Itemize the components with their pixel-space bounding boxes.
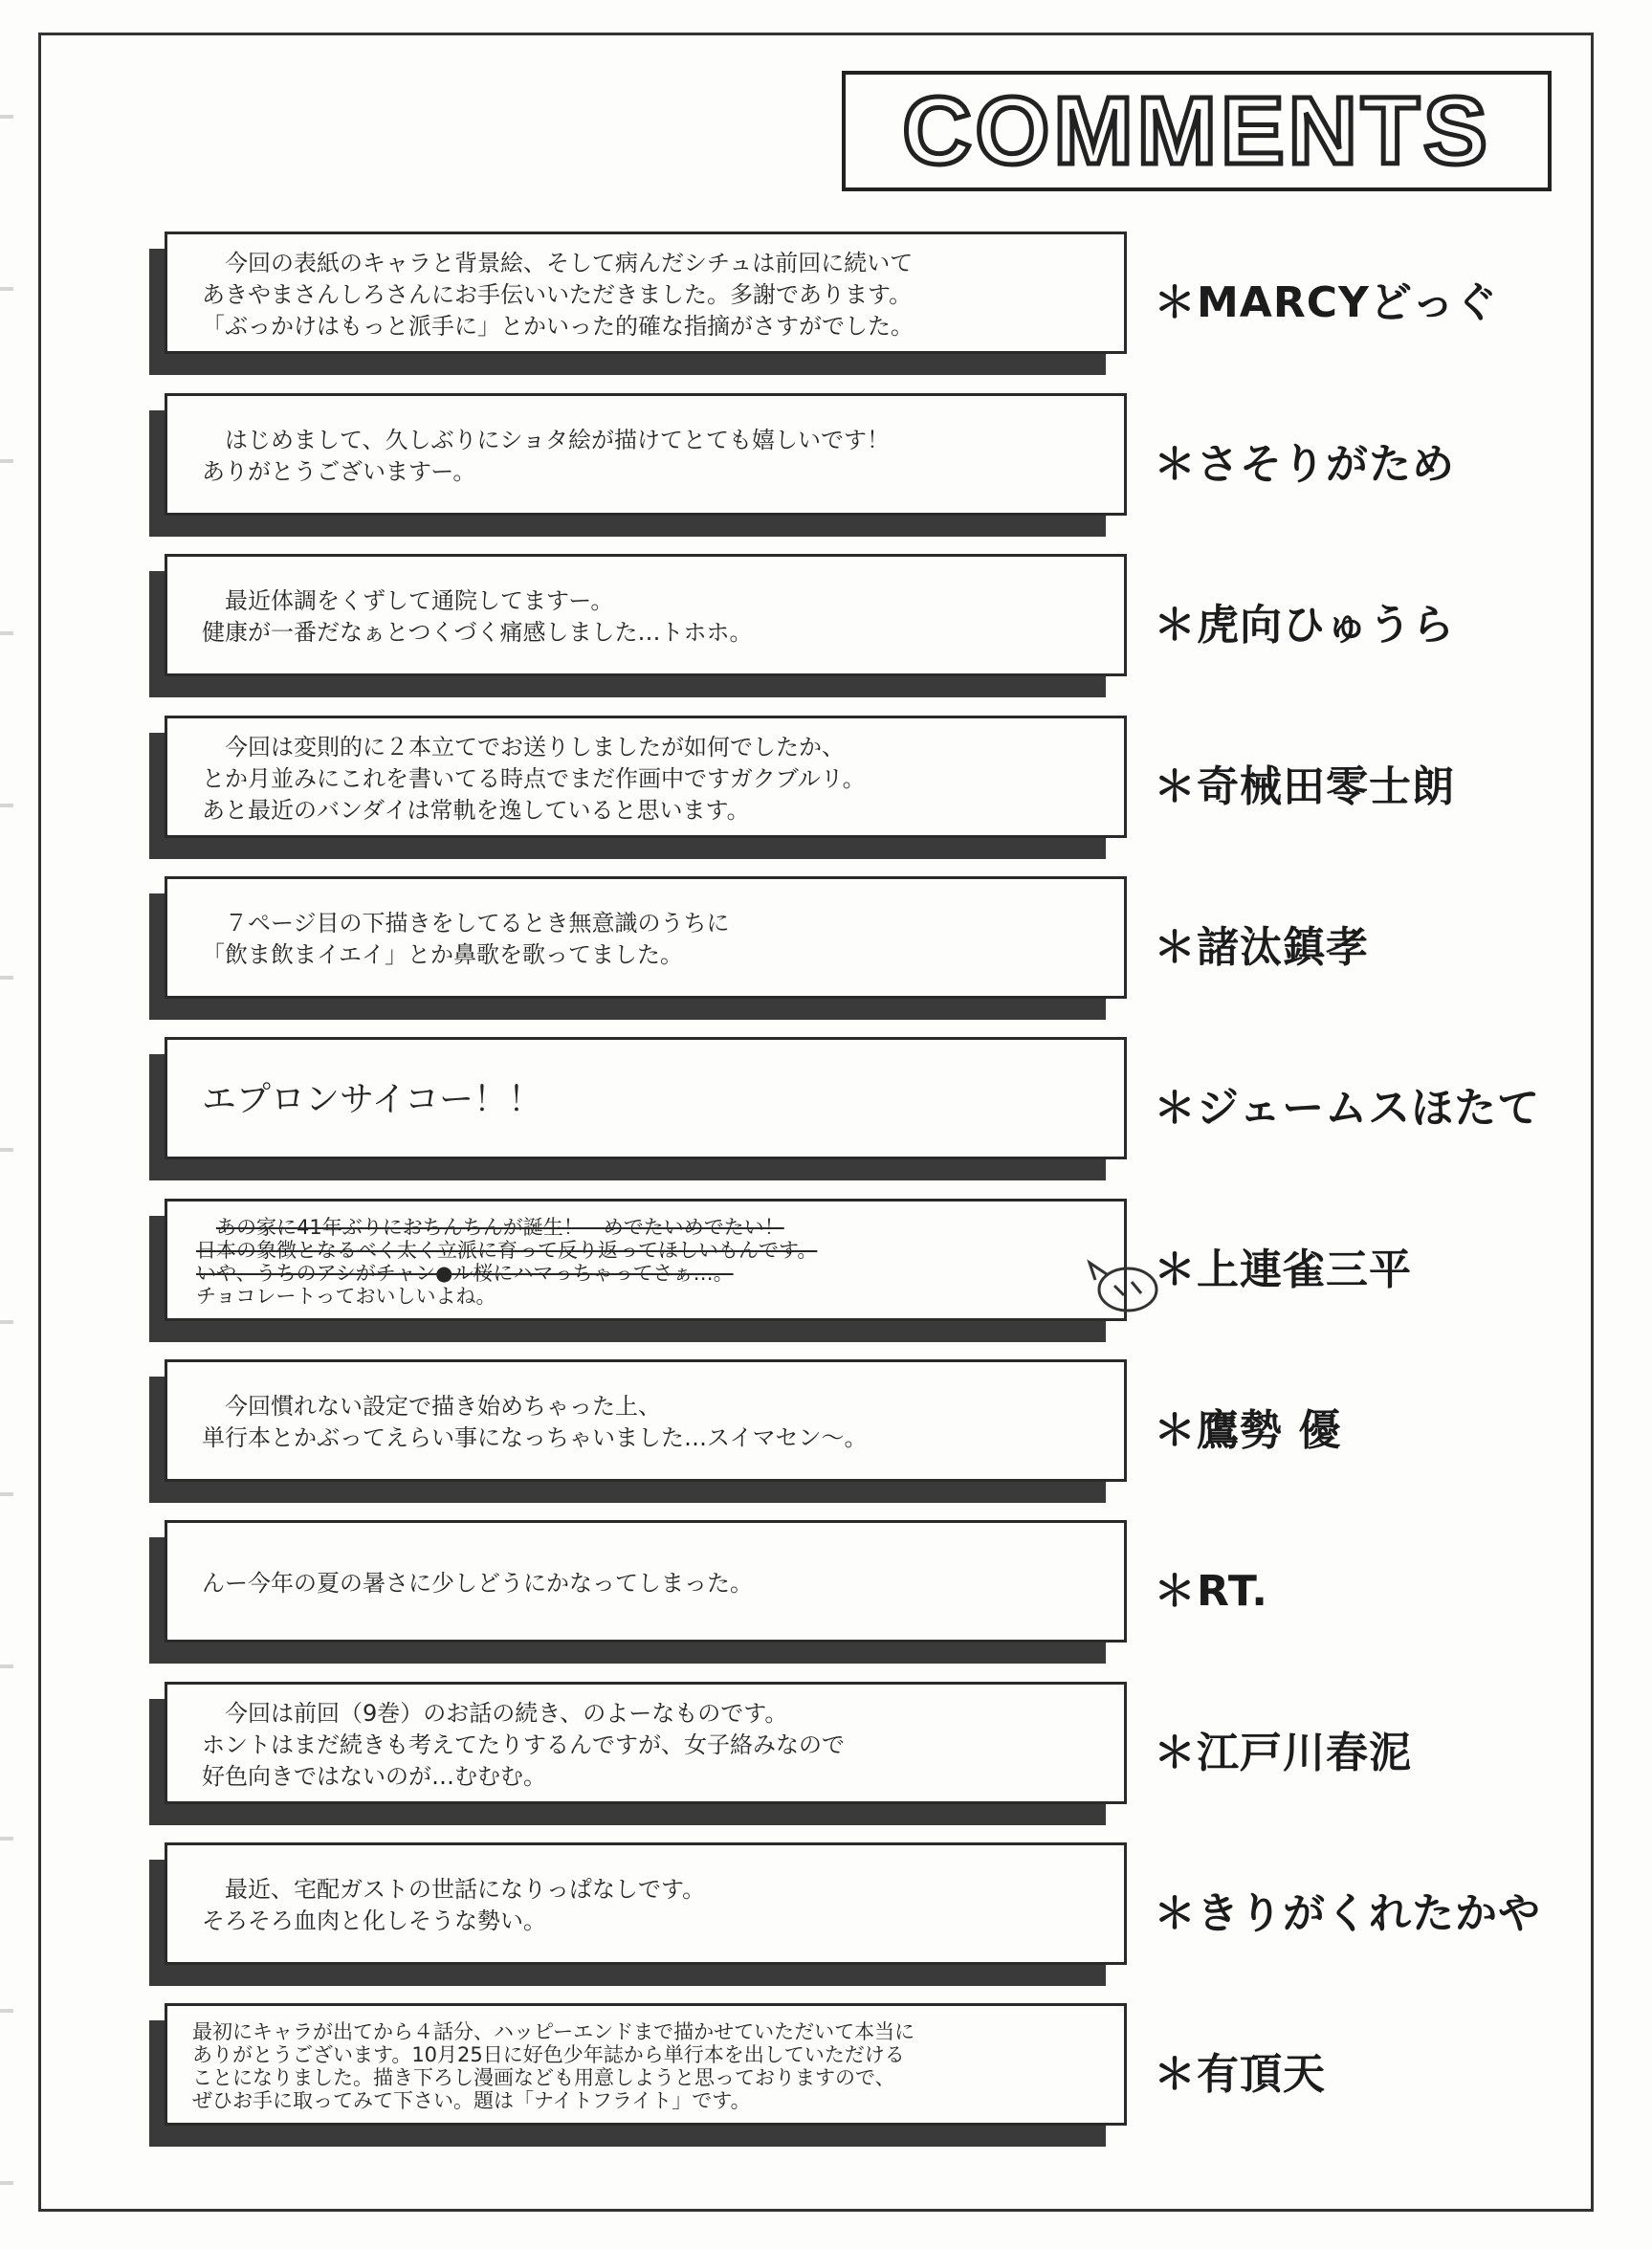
comment-entry [0, 393, 1652, 546]
comment-bubble [165, 876, 1127, 999]
title-box [842, 71, 1552, 191]
author-name: ＊きりがくれたかや [1154, 1889, 1541, 1938]
comment-line: ホントはまだ続きも考えてたりするんですが、女子絡みなので [202, 1731, 845, 1758]
comment-entry [0, 1037, 1652, 1190]
comment-line: はじめまして、久しぶりにショタ絵が描けてとても嬉しいです！ [225, 427, 891, 453]
struck-comment-line: あの家に41年ぶりにおちんちんが誕生！ めでたいめでたい！ [216, 1216, 784, 1239]
comment-entry [0, 716, 1652, 869]
comment-entry [0, 1359, 1652, 1512]
author-name: ＊ジェームスほたて [1154, 1084, 1541, 1133]
comment-entry [0, 876, 1652, 1029]
comment-bubble [165, 1842, 1127, 1965]
author-name: ＊江戸川春泥 [1154, 1729, 1412, 1777]
comment-line: そろそろ血肉と化しそうな勢い。 [202, 1907, 546, 1934]
comment-bubble [165, 393, 1127, 516]
comment-line: ７ページ目の下描きをしてるとき無意識のうちに [225, 910, 730, 937]
author-name: ＊上連雀三平 [1154, 1246, 1412, 1294]
comment-line: あきやまさんしろさんにお手伝いいただきました。多謝であります。 [202, 280, 913, 308]
struck-comment-line: いや、うちのアシがチャン●ル桜にハマっちゃってさぁ…。 [196, 1262, 734, 1285]
author-name: ＊諸汰鎮孝 [1154, 923, 1369, 972]
comment-entry [0, 2003, 1652, 2156]
page-title: COMMENTS [902, 77, 1491, 185]
comment-line: 健康が一番だなぁとつくづく痛感しました…トホホ。 [202, 619, 753, 646]
comment-entry [0, 1682, 1652, 1835]
comment-entry [0, 232, 1652, 385]
comment-bubble [165, 1682, 1127, 1804]
comment-line: チョコレートっておいしいよね。 [196, 1285, 496, 1308]
author-name: ＊RT. [1154, 1567, 1268, 1616]
comment-line: ことになりました。描き下ろし漫画なども用意しようと思っておりますので、 [192, 2066, 895, 2089]
comment-entry [0, 1199, 1652, 1352]
comment-line: 今回は前回（9巻）のお話の続き、のよーなものです。 [225, 1699, 788, 1727]
comment-bubble [165, 716, 1127, 838]
author-name: ＊奇械田零士朗 [1154, 762, 1455, 811]
comment-bubble [165, 2003, 1127, 2126]
struck-comment-line: 日本の象徴となるべく太く立派に育って反り返ってほしいもんです。 [196, 1239, 818, 1262]
author-name: ＊有頂天 [1154, 2050, 1326, 2099]
comment-line: あと最近のバンダイは常軌を逸していると思います。 [202, 796, 750, 824]
doodle-face-icon [1086, 1251, 1162, 1318]
comment-line: ぜひお手に取ってみて下さい。題は「ナイトフライト」です。 [192, 2089, 751, 2112]
comment-line: ありがとうございます。10月25日に好色少年誌から単行本を出していただける [192, 2043, 905, 2066]
comment-bubble [165, 1520, 1127, 1643]
comment-line: 今回の表紙のキャラと背景絵、そして病んだシチュは前回に続いて [225, 249, 914, 276]
author-name: ＊虎向ひゅうら [1154, 601, 1455, 650]
comment-line: 最近、宅配ガストの世話になりっぱなしです。 [225, 1876, 706, 1903]
comment-line: 今回慣れない設定で描き始めちゃった上、 [225, 1393, 661, 1420]
author-name: ＊MARCYどっぐ [1154, 278, 1498, 327]
comment-line: 好色向きではないのが…むむむ。 [202, 1762, 546, 1790]
comment-bubble [165, 554, 1127, 676]
comment-bubble [165, 232, 1127, 354]
author-name: ＊さそりがため [1154, 440, 1455, 489]
comment-line: 今回は変則的に２本立てでお送りしましたが如何でしたか、 [225, 733, 845, 761]
comment-line: 「ぶっかけはもっと派手に」とかいった的確な指摘がさすがでした。 [202, 312, 914, 340]
comment-line: エプロンサイコー！！ [202, 1080, 543, 1119]
comment-line: 最近体調をくずして通院してますー。 [225, 587, 614, 614]
comment-line: 単行本とかぶってえらい事になっちゃいました…スイマセン～。 [202, 1424, 868, 1451]
comment-bubble [165, 1199, 1127, 1321]
comment-entry [0, 554, 1652, 707]
comment-line: んー今年の夏の暑さに少しどうにかなってしまった。 [202, 1569, 753, 1597]
comment-bubble [165, 1359, 1127, 1482]
comment-line: 最初にキャラが出てから４話分、ハッピーエンドまで描かせていただいて本当に [192, 2020, 915, 2043]
comment-line: ありがとうございますー。 [202, 458, 476, 485]
comment-entry [0, 1520, 1652, 1673]
comment-entry [0, 1842, 1652, 1995]
comment-line: とか月並みにこれを書いてる時点でまだ作画中ですガクブルリ。 [202, 764, 866, 792]
comment-line: 「飲ま飲まイエイ」とか鼻歌を歌ってました。 [202, 941, 684, 968]
comment-bubble [165, 1037, 1127, 1159]
author-name: ＊鷹勢 優 [1154, 1406, 1342, 1455]
